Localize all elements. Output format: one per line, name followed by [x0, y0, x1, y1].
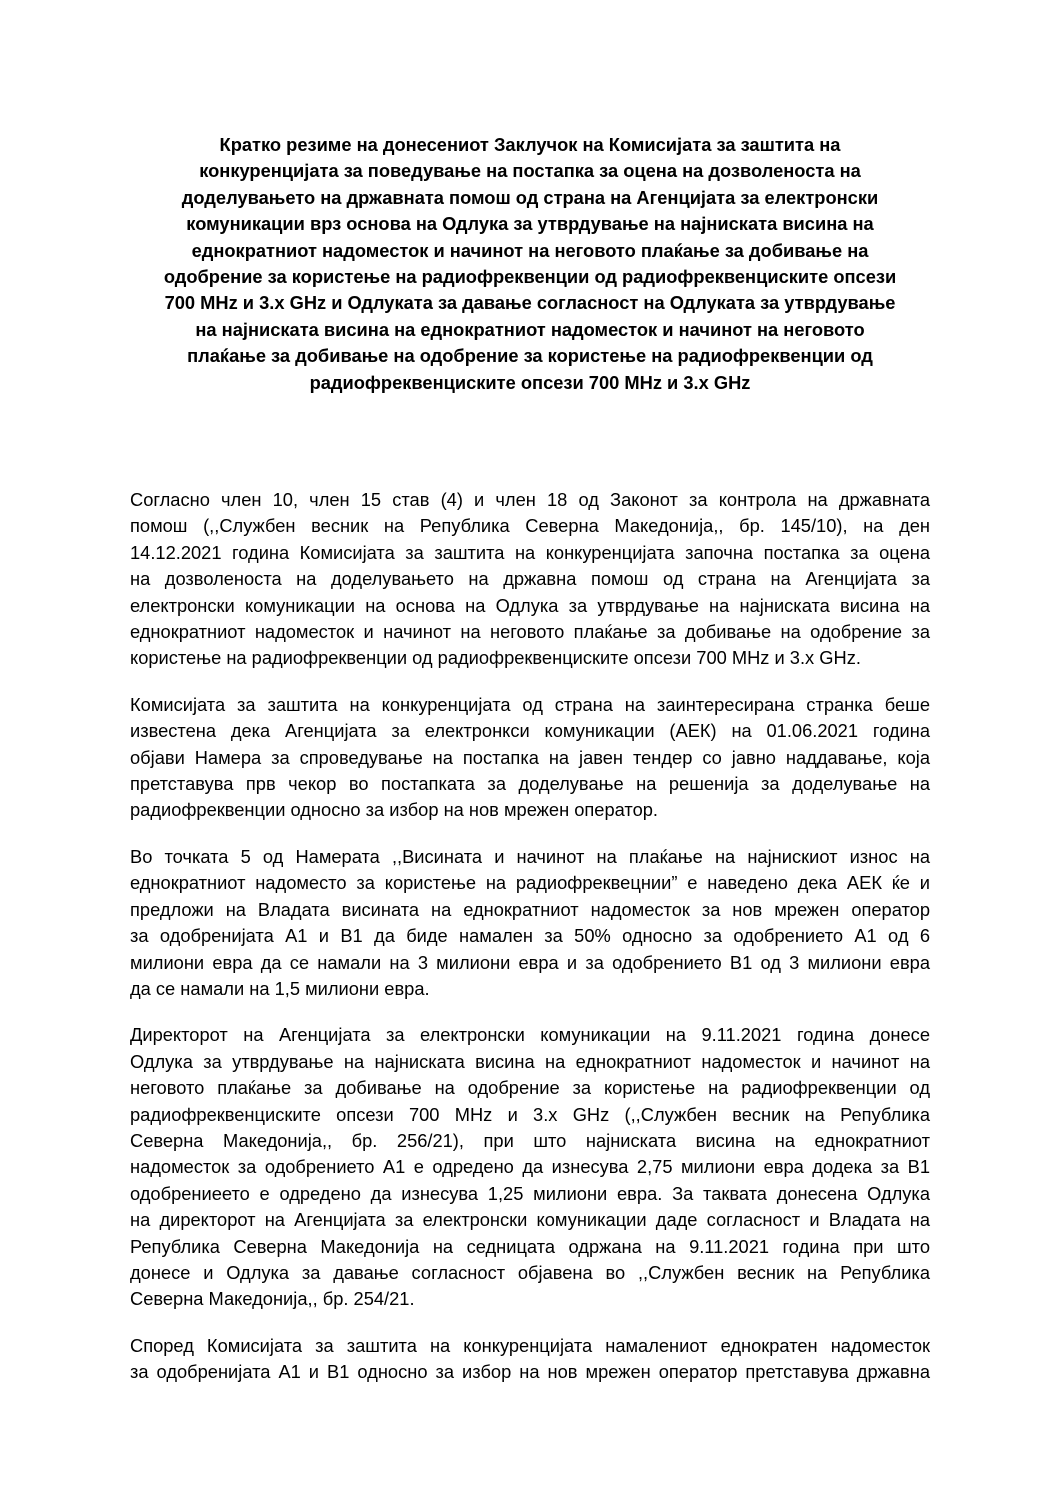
title-line: одобрение за користење на радиофреквенции од радиофреквенциските опсези [163, 266, 897, 288]
paragraph [130, 692, 930, 824]
paragraph-line: да се намали на 1,5 милиони евра. [130, 977, 430, 999]
paragraph-line: донесе и Одлука за давање согласност објавена во ,,Службен весник на Република [130, 1261, 930, 1283]
title-line: на најниската висина на еднократниот надоместок и начинот на неговото [195, 318, 865, 340]
paragraph-line: Според Комисијата за заштита на конкуренцијата намалениот еднократен надоместок [130, 1334, 930, 1356]
paragraph [130, 1022, 930, 1312]
paragraph-line: Одлука за утврдување на најниската висина на еднократниот надоместок и начинот на [130, 1050, 930, 1072]
paragraph-line: претставува прв чекор во постапката за доделување на решенија за доделување на [130, 773, 930, 795]
paragraph-line: Во точката 5 од Намерата ,,Висината и начинот на плаќање на најнискиот износ на [130, 845, 930, 867]
title-line: еднократниот надоместок и начинот на неговото плаќање за добивање на [191, 239, 869, 261]
paragraph-line: милиони евра да се намали на 3 милиони евра и за одобрението В1 од 3 милиони евра [130, 951, 930, 973]
paragraph-line: за одобренијата А1 и В1 да биде намален за 50% односно за одобрението А1 од 6 [130, 925, 930, 947]
paragraph-line: радиофреквенциските опсези 700 MHz и 3.x GHz (,,Службен весник на Република [130, 1103, 930, 1125]
paragraph-line: одобрениеето е одредено да изнесува 1,25 милиони евра. За таквата донесена Одлука [130, 1182, 930, 1204]
paragraph-line: еднократниот надоместок и начинот на неговото плаќање за добивање на одобрение за [130, 621, 930, 643]
paragraph-line: неговото плаќање за добивање на одобрение за користење на радиофреквенции од [130, 1077, 930, 1099]
title-line: радиофреквенциските опсези 700 MHz и 3.x GHz [309, 371, 751, 393]
paragraph-line: за одобренијата А1 и В1 односно за избор на нов мрежен оператор претставува државна [130, 1361, 930, 1383]
paragraph-line: на дозволеноста на доделувањето на државна помош од страна на Агенцијата за [130, 568, 930, 590]
paragraph-line: на директорот на Агенцијата за електронски комуникации даде согласност и Владата на [130, 1209, 930, 1231]
title-line: доделувањето на државната помош од страна на Агенцијата за електронски [181, 186, 879, 208]
paragraph [130, 487, 930, 672]
document-title [130, 132, 930, 396]
paragraph-line: еднократниот надоместо за користење на радиофреквецнии” е наведено дека АЕК ќе и [130, 872, 930, 894]
paragraph-line: Северна Македонија,, бр. 256/21), при што најниската висина на еднократниот [130, 1129, 930, 1151]
title-line: Кратко резиме на донесениот Заклучок на Комисијата за заштита на [219, 134, 841, 155]
title-line: плаќање за добивање на одобрение за користење на радиофреквенции од [187, 345, 873, 367]
paragraph-line: Согласно член 10, член 15 став (4) и член 18 од Законот за контрола на државната [130, 489, 930, 510]
paragraph-line: 14.12.2021 година Комисијата за заштита на конкуренцијата започна постапка за оцена [130, 541, 930, 563]
document-body [130, 487, 930, 1406]
title-line: 700 MHz и 3.x GHz и Одлуката за давање согласност на Одлуката за утврдување [164, 292, 896, 314]
paragraph-line: помош (,,Службен весник на Република Северна Македонија,, бр. 145/10), на ден [130, 515, 930, 537]
paragraph [130, 1333, 930, 1386]
title-line: комуникации врз основа на Одлука за утврдување на најниската висина на [186, 213, 874, 235]
paragraph-line: објави Намера за спроведување на постапка на јавен тендер со јавно наддавање, која [130, 746, 930, 768]
paragraph-line: предложи на Владата висината на еднократниот надоместок за нов мрежен оператор [130, 898, 930, 920]
paragraph-line: Република Северна Македонија на седницата одржана на 9.11.2021 година при што [130, 1235, 930, 1257]
title-line: конкуренцијата за поведување на постапка за оцена на дозволеноста на [199, 160, 861, 182]
paragraph-line: радиофреквенции односно за избор на нов мрежен оператор. [130, 799, 658, 821]
paragraph-line: користење на радиофреквенции од радиофреквенциските опсези 700 MHz и 3.x GHz. [130, 647, 861, 669]
paragraph [130, 844, 930, 1002]
paragraph-line: известена дека Агенцијата за електронкси комуникации (АЕК) на 01.06.2021 година [130, 720, 930, 742]
paragraph-line: Северна Македонија,, бр. 254/21. [130, 1288, 415, 1310]
paragraph-line: Комисијата за заштита на конкуренцијата од страна на заинтересирана странка беше [130, 693, 930, 715]
paragraph-line: електронски комуникации на основа на Одлука за утврдување на најниската висина на [130, 594, 930, 616]
paragraph-line: надоместок за одобрението А1 е одредено да изнесува 2,75 милиони евра додека за В1 [130, 1156, 930, 1178]
paragraph-line: Директорот на Агенцијата за електронски комуникации на 9.11.2021 година донесе [130, 1024, 930, 1046]
